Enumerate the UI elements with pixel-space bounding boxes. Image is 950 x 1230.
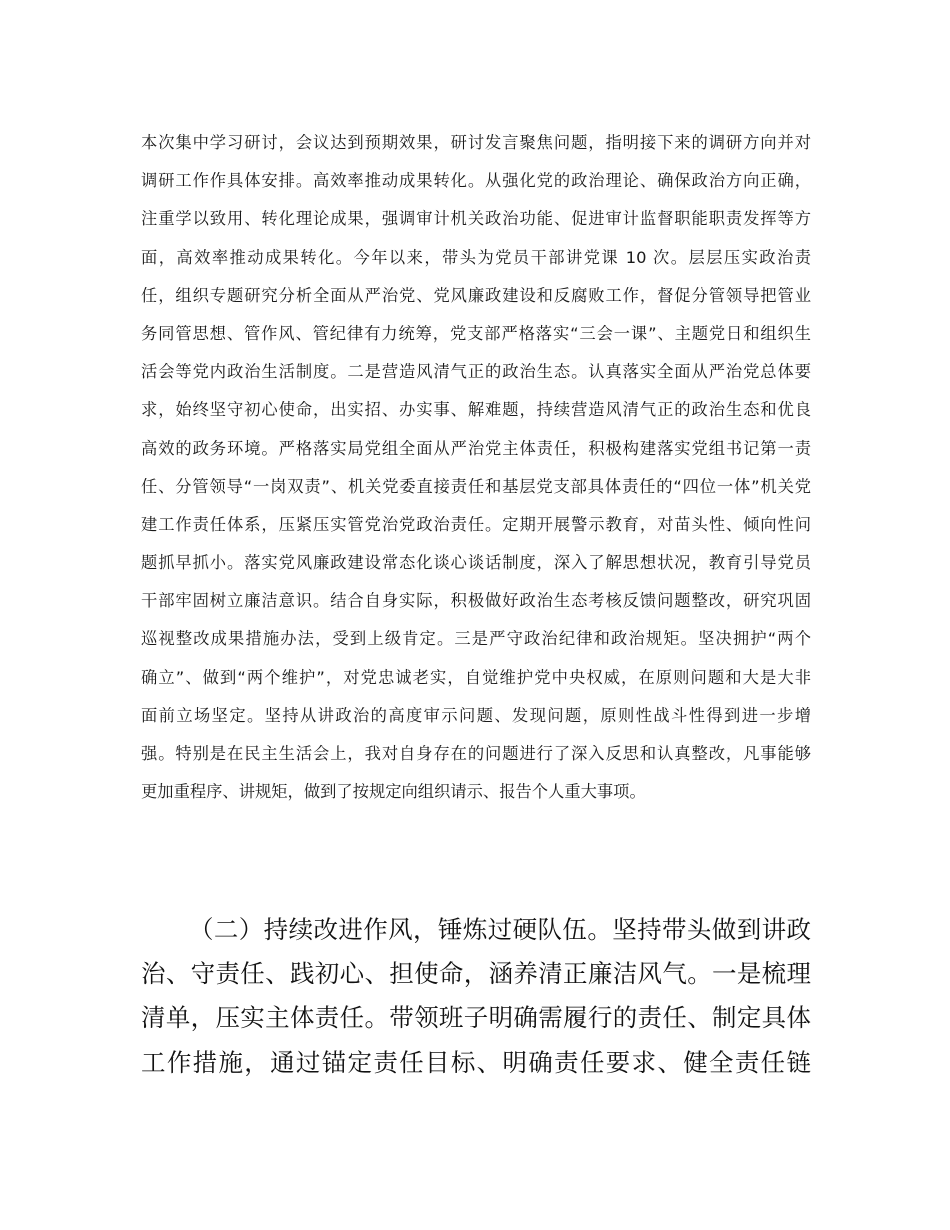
text-line-last: 更加重程序、讲规矩，做到了按规定向组织请示、报告个人重大事项。 (141, 782, 646, 802)
text-line: 巡视整改成果措施办法，受到上级肯定。三是严守政治纪律和政治规矩。坚决拥护“两个 (141, 629, 811, 649)
text-line: 建工作责任体系，压紧压实管党治党政治责任。定期开展警示教育，对苗头性、倾向性问 (141, 514, 811, 534)
section-heading-line: （二）持续改进作风，锤炼过硬队伍。坚持带头做到讲政 (189, 915, 811, 944)
text-line: 调研工作作具体安排。高效率推动成果转化。从强化党的政治理论、确保政治方向正确， (141, 171, 811, 191)
text-line: 活会等党内政治生活制度。二是营造风清气正的政治生态。认真落实全面从严治党总体要 (141, 362, 811, 382)
text-line: 注重学以致用、转化理论成果，强调审计机关政治功能、促进审计监督职能职责发挥等方 (141, 209, 811, 229)
section-two-paragraph (141, 908, 811, 1085)
text-line: 本次集中学习研讨，会议达到预期效果，研讨发言聚焦问题，指明接下来的调研方向并对 (141, 133, 811, 152)
text-line: 务同管思想、管作风、管纪律有力统筹，党支部严格落实“三会一课”、主题党日和组织生 (141, 323, 811, 343)
text-line: 求，始终坚守初心使命，出实招、办实事、解难题，持续营造风清气正的政治生态和优良 (141, 400, 811, 420)
text-line: 清单，压实主体责任。带领班子明确需履行的责任、制定具体 (141, 1003, 811, 1033)
text-line: 确立”、做到“两个维护”，对党忠诚老实，自觉维护党中央权威，在原则问题和大是大非 (141, 667, 811, 687)
text-line: 治、守责任、践初心、担使命，涵养清正廉洁风气。一是梳理 (141, 959, 811, 989)
text-line: 干部牢固树立廉洁意识。结合自身实际，积极做好政治生态考核反馈问题整改，研究巩固 (141, 591, 811, 611)
text-line: 任、分管领导“一岗双责”、机关党委直接责任和基层党支部具体责任的“四位一体”机关党 (141, 476, 811, 496)
body-paragraph (141, 124, 811, 811)
text-line: 面，高效率推动成果转化。今年以来，带头为党员干部讲党课 10 次。层层压实政治责 (141, 247, 811, 267)
text-line: 任，组织专题研究分析全面从严治党、党风廉政建设和反腐败工作，督促分管领导把管业 (141, 285, 811, 305)
text-line: 高效的政务环境。严格落实局党组全面从严治党主体责任，积极构建落实党组书记第一责 (141, 438, 811, 458)
text-line: 题抓早抓小。落实党风廉政建设常态化谈心谈话制度，深入了解思想状况，教育引导党员 (141, 553, 811, 573)
text-line: 面前立场坚定。坚持从讲政治的高度审示问题、发现问题，原则性战斗性得到进一步增 (141, 705, 811, 725)
text-line: 强。特别是在民主生活会上，我对自身存在的问题进行了深入反思和认真整改，凡事能够 (141, 744, 811, 763)
text-line: 工作措施，通过锚定责任目标、明确责任要求、健全责任链 (141, 1047, 811, 1077)
